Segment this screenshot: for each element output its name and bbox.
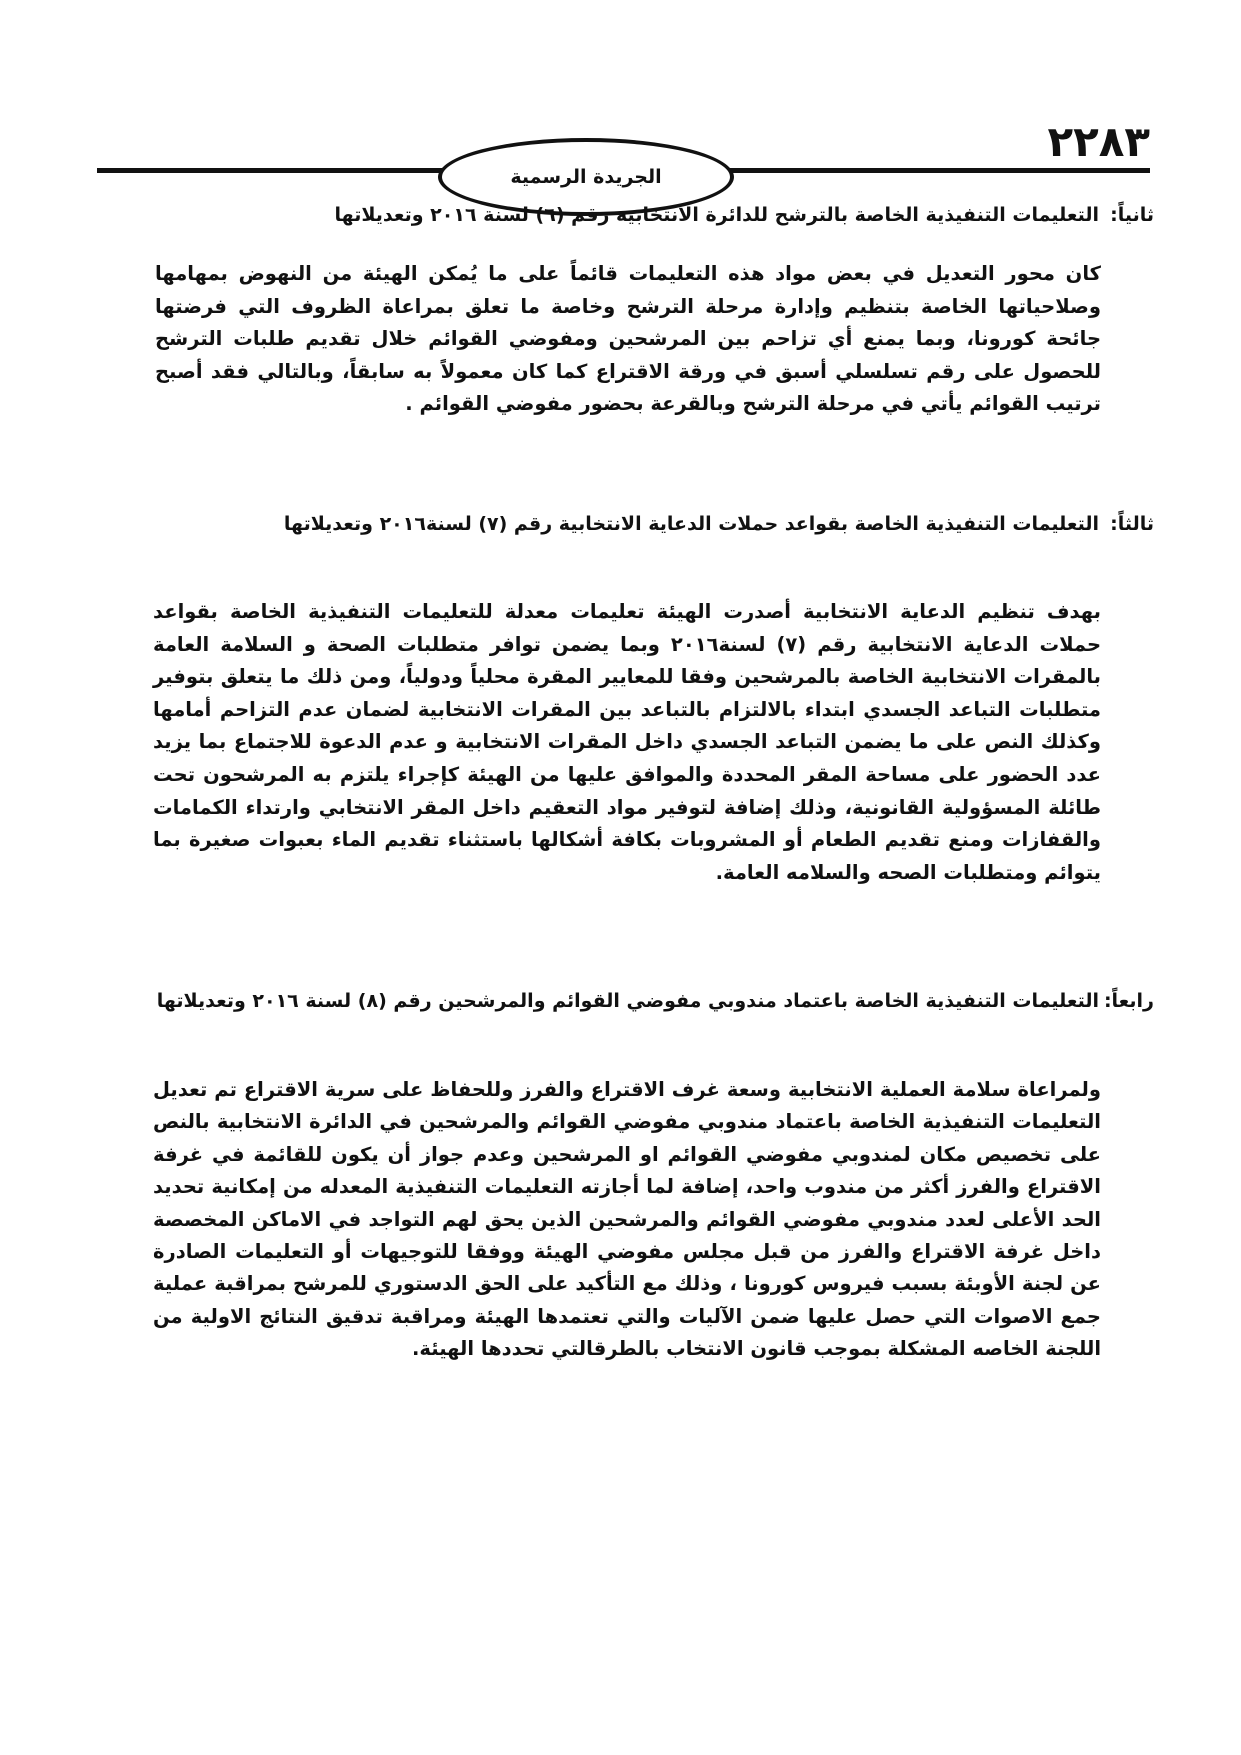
- section-title: التعليمات التنفيذية الخاصة باعتماد مندوبي مفوضي القوائم والمرشحين رقم (٨) لسنة ٢٠١٦ وتعديلاتها: [156, 990, 1099, 1012]
- section-title: التعليمات التنفيذية الخاصة بالترشح للدائرة الانتخابية رقم (٦) لسنة ٢٠١٦ وتعديلاتها: [334, 204, 1099, 226]
- section-label: رابعاً:: [1103, 990, 1154, 1012]
- gazette-title: الجريدة الرسمية: [510, 166, 662, 188]
- section-heading-fourth: [150, 982, 1154, 1020]
- section-paragraph-fourth: ولمراعاة سلامة العملية الانتخابية وسعة غرف الاقتراع والفرز وللحفاظ على سرية الاقتراع تم تعديل التعليمات التنفيذية الخاصة باعتماد مندوبي مفوضي القوائم والمرشحين في الدائرة الانتخابية بالنص على تخصيص مكان لمندوبي مفوضي القوائم او المرشحين وعدم جواز أن يكون للقائمة في غرفة الاقتراع والفرز أكثر من مندوب واحد، إضافة لما أجازته التعليمات التنفيذية المعدله من إمكانية تحديد الحد الأعلى لعدد مندوبي مفوضي القوائم والمرشحين الذين يحق لهم التواجد في الاماكن المخصصة داخل غرفة الاقتراع والفرز من قبل مجلس مفوضي الهيئة ووفقا للتوجيهات أو التعليمات الصادرة عن لجنة الأوبئة بسبب فيروس كورونا ، وذلك مع التأكيد على الحق الدستوري للمرشح بمراقبة عملية جمع الاصوات التي حصل عليها ضمن الآليات والتي تعتمدها الهيئة ومراقبة تدقيق النتائج الاولية من اللجنة الخاصه المشكلة بموجب قانون الانتخاب بالطرقالتي تحددها الهيئة.: [153, 1078, 1101, 1361]
- section-heading-second: [180, 196, 1154, 234]
- section-paragraph-third: بهدف تنظيم الدعاية الانتخابية أصدرت الهيئة تعليمات معدلة للتعليمات التنفيذية الخاصة بقواعد حملات الدعاية الانتخابية رقم (٧) لسنة٢٠١٦ وبما يضمن توافر متطلبات الصحة و السلامة العامة بالمقرات الانتخابية الخاصة بالمرشحين وفقا للمعايير المقرة محلياً ودولياً، ومن ذلك ما يتعلق بتوفير متطلبات التباعد الجسدي ابتداء بالالتزام بالتباعد بين المقرات الانتخابية لضمان عدم التزاحم أمامها وكذلك النص على ما يضمن التباعد الجسدي داخل المقرات الانتخابية و عدم الدعوة للاجتماع بما يزيد عدد الحضور على مساحة المقر المحددة والموافق عليها من الهيئة كإجراء يلتزم به المرشحون تحت طائلة المسؤولية القانونية، وذلك إضافة لتوفير مواد التعقيم داخل المقر الانتخابي وارتداء الكمامات والقفازات ومنع تقديم الطعام أو المشروبات بكافة أشكالها باستثناء تقديم الماء بعبوات صغيرة بما يتوائم ومتطلبات الصحه والسلامه العامة.: [153, 600, 1102, 884]
- section-label: ثانياً:: [1110, 204, 1154, 226]
- section-title: التعليمات التنفيذية الخاصة بقواعد حملات الدعاية الانتخابية رقم (٧) لسنة٢٠١٦ وتعديلاتها: [283, 513, 1099, 535]
- section-paragraph-second: كان محور التعديل في بعض مواد هذه التعليمات قائماً على ما يُمكن الهيئة من النهوض بمهامها وصلاحياتها الخاصة بتنظيم وإدارة مرحلة الترشح وخاصة ما تعلق بمراعاة الظروف التي فرضتها جائحة كورونا، وبما يمنع أي تزاحم بين المرشحين ومفوضي القوائم خلال تقديم طلبات الترشح للحصول على رقم تسلسلي أسبق في ورقة الاقتراع كما كان معمولاً به سابقاً، وبالتالي فقد أصبح ترتيب القوائم يأتي في مرحلة الترشح وبالقرعة بحضور مفوضي القوائم .: [155, 262, 1101, 415]
- section-label: ثالثاً:: [1110, 513, 1154, 535]
- section-heading-third: [150, 505, 1154, 543]
- page-number: ٢٢٨٣: [1047, 117, 1150, 166]
